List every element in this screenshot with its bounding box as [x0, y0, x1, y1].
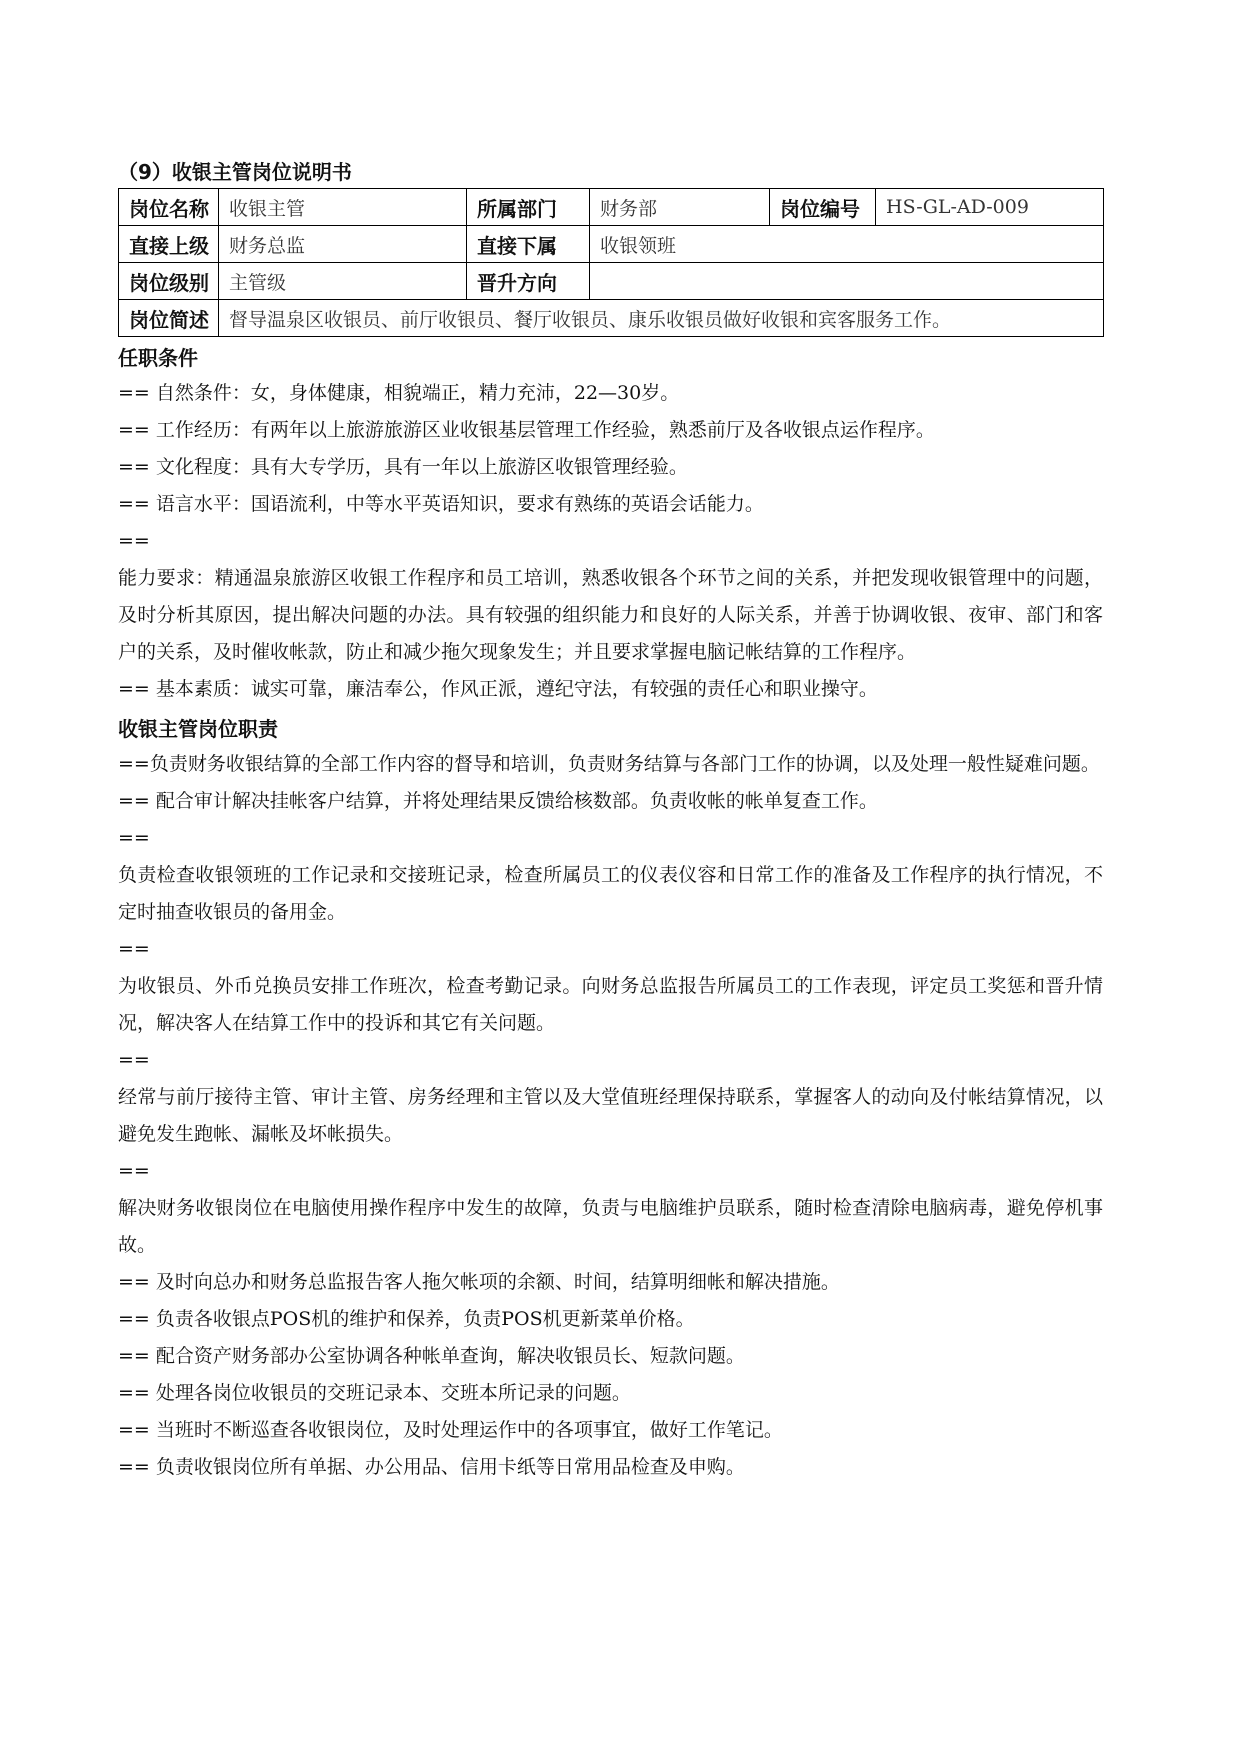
duty-marker: ==: [118, 1160, 150, 1182]
duty-item: == 配合审计解决挂帐客户结算，并将处理结果反馈给核数部。负责收帐的帐单复查工作。: [118, 790, 878, 812]
promotion-label: 晋升方向: [467, 263, 590, 300]
qualification-education: == 文化程度：具有大专学历，具有一年以上旅游区收银管理经验。: [118, 456, 688, 478]
duty-item: == 负责各收银点POS机的维护和保养，负责POS机更新菜单价格。: [118, 1308, 695, 1330]
qualifications-heading: 任职条件: [118, 346, 198, 370]
qualification-marker: ==: [118, 530, 150, 552]
summary-label: 岗位简述: [119, 300, 219, 337]
position-code-label: 岗位编号: [770, 189, 876, 226]
table-row: [119, 263, 1104, 300]
document-page: [118, 156, 1118, 1486]
position-name-label: 岗位名称: [119, 189, 219, 226]
direct-subordinate-value: 收银领班: [590, 226, 1104, 263]
duty-item: == 及时向总办和财务总监报告客人拖欠帐项的余额、时间，结算明细帐和解决措施。: [118, 1271, 840, 1293]
duty-item: 负责检查收银领班的工作记录和交接班记录，检查所属员工的仪表仪容和日常工作的准备及工作程序的执行情况，不定时抽查收银员的备用金。: [118, 864, 1103, 923]
duty-item: 解决财务收银岗位在电脑使用操作程序中发生的故障，负责与电脑维护员联系，随时检查清除电脑病毒，避免停机事故。: [118, 1197, 1103, 1256]
qualification-ability: 能力要求：精通温泉旅游区收银工作程序和员工培训，熟悉收银各个环节之间的关系，并把发现收银管理中的问题，及时分析其原因，提出解决问题的办法。具有较强的组织能力和良好的人际关系，并善于协调收银、夜审、部门和客户的关系，及时催收帐款，防止和减少拖欠现象发生；并且要求掌握电脑记帐结算的工作程序。: [118, 567, 1103, 663]
position-level-value: 主管级: [219, 263, 467, 300]
summary-value: 督导温泉区收银员、前厅收银员、餐厅收银员、康乐收银员做好收银和宾客服务工作。: [219, 300, 1104, 337]
duty-item: == 当班时不断巡查各收银岗位，及时处理运作中的各项事宜，做好工作笔记。: [118, 1419, 783, 1441]
duty-item: == 处理各岗位收银员的交班记录本、交班本所记录的问题。: [118, 1382, 631, 1404]
position-name-value: 收银主管: [219, 189, 467, 226]
duty-marker: ==: [118, 938, 150, 960]
duty-marker: ==: [118, 1049, 150, 1071]
duty-item: 为收银员、外币兑换员安排工作班次，检查考勤记录。向财务总监报告所属员工的工作表现，评定员工奖惩和晋升情况，解决客人在结算工作中的投诉和其它有关问题。: [118, 975, 1103, 1034]
duties-heading: 收银主管岗位职责: [118, 717, 278, 741]
qualification-experience: == 工作经历：有两年以上旅游旅游区业收银基层管理工作经验，熟悉前厅及各收银点运作程序。: [118, 419, 935, 441]
table-row: [119, 226, 1104, 263]
direct-superior-value: 财务总监: [219, 226, 467, 263]
department-label: 所属部门: [467, 189, 590, 226]
qualification-character: == 基本素质：诚实可靠，廉洁奉公，作风正派，遵纪守法，有较强的责任心和职业操守。: [118, 678, 878, 700]
duty-item: == 负责收银岗位所有单据、办公用品、信用卡纸等日常用品检查及申购。: [118, 1456, 745, 1478]
duty-item: ==负责财务收银结算的全部工作内容的督导和培训，负责财务结算与各部门工作的协调，以及处理一般性疑难问题。: [118, 753, 1100, 775]
qualification-language: == 语言水平：国语流利，中等水平英语知识，要求有熟练的英语会话能力。: [118, 493, 764, 515]
direct-subordinate-label: 直接下属: [467, 226, 590, 263]
position-info-table: [118, 188, 1104, 337]
table-row: [119, 189, 1104, 226]
duty-item: == 配合资产财务部办公室协调各种帐单查询，解决收银员长、短款问题。: [118, 1345, 745, 1367]
position-level-label: 岗位级别: [119, 263, 219, 300]
promotion-value: [590, 263, 1104, 300]
document-title: （9）收银主管岗位说明书: [118, 160, 352, 184]
table-row: [119, 300, 1104, 337]
duty-marker: ==: [118, 827, 150, 849]
department-value: 财务部: [590, 189, 770, 226]
duty-item: 经常与前厅接待主管、审计主管、房务经理和主管以及大堂值班经理保持联系，掌握客人的动向及付帐结算情况，以避免发生跑帐、漏帐及坏帐损失。: [118, 1086, 1103, 1145]
direct-superior-label: 直接上级: [119, 226, 219, 263]
qualification-natural: == 自然条件：女，身体健康，相貌端正，精力充沛，22—30岁。: [118, 382, 680, 404]
position-code-value: HS-GL-AD-009: [876, 189, 1104, 226]
